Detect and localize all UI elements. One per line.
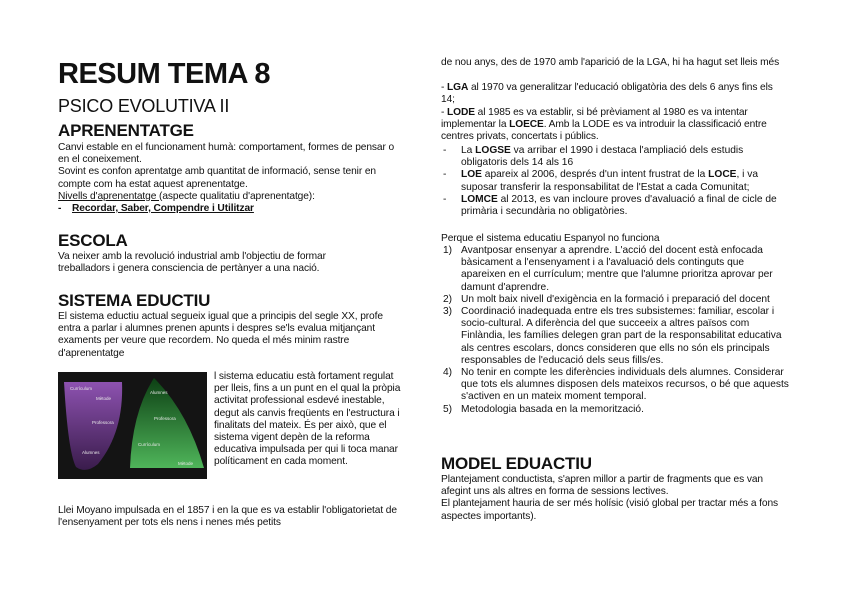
why-item-number: 1) xyxy=(443,245,453,256)
purple-triangle xyxy=(64,382,122,470)
why-item-text: Coordinació inadequada entre els tres subsistemes: familiar, escolar i socio-cultural. A diferència del que succeeix a altres països com Finlàndia, les famílies delegen gran part de la responsabilitat educativa als centres escolars, doncs consideren que ells no són els principals responsables de l'educació dels seus fills/es. xyxy=(461,306,782,366)
law-lode-name: LODE xyxy=(447,107,475,118)
page-title: RESUM TEMA 8 xyxy=(58,58,271,90)
moyano-text: Llei Moyano impulsada en el 1857 i en la que es va establir l'obligatorietat de l'ensenyament per tots els nens i nenes més petits xyxy=(58,505,397,529)
laws-list xyxy=(441,145,787,218)
laws-intro: de nou anys, des de 1970 amb l'aparició de la LGA, hi ha hagut set lleis més xyxy=(441,57,780,68)
why-item xyxy=(441,306,791,367)
heading-escola: ESCOLA xyxy=(58,231,128,250)
page-subtitle: PSICO EVOLUTIVA II xyxy=(58,96,230,116)
why-item xyxy=(441,367,791,404)
levels-note: (aspecte qualitatiu d'aprenentatge): xyxy=(159,190,315,202)
figure-label-6: Professora xyxy=(154,416,176,421)
bullet-dash: - xyxy=(58,203,62,214)
why-item-text: Avantposar ensenyar a aprendre. L'acció del docent està enfocada bàsicament a l'ensenyament i a l'avaluació dels continguts que apareixen en el currículum; mentre que l'alumne prioritza aprovar per damunt d'aprendre. xyxy=(461,245,773,293)
why-item-text: Un molt baix nivell d'exigència en la formació i preparació del docent xyxy=(461,293,770,305)
aprenentatge-definition xyxy=(58,142,403,203)
why-item-text: No tenir en compte les diferències individuals dels alumnes. Considerar que tots els alumnes disposen dels mateixos recursos, o bé que aquests s'activen en un mateix moment temporal. xyxy=(461,367,789,403)
why-item-number: 4) xyxy=(443,367,453,379)
heading-sistema: SISTEMA EDUCTIU xyxy=(58,291,211,310)
figure-label-7: Currículum xyxy=(138,442,161,447)
why-item-number: 3) xyxy=(443,306,453,318)
why-item xyxy=(441,245,791,294)
why-item xyxy=(441,294,791,306)
model-line1: Plantejament conductista, s'apren millor a partir de fragments que es van afegint uns als altres en forma de sessions lectives. xyxy=(441,474,763,498)
sistema-side-text: l sistema educatiu està fortament regulat per lleis, fins a un punt en el qual la pròpia activitat professional esdevé inestable, degut als canvis freqüents en l'estructura i finalitats del mateix. És per això, que el sistema vigent depèn de la reforma educativa impulsada per qui li toca manar políticament en cada moment. xyxy=(214,371,401,468)
law-lode: - LODE al 1985 es va establir, si bé prèviament al 1980 es va intentar implementar la LOECE. Amb la LODE es va introduir la classificació entre centres privats, concertats i públics. xyxy=(441,107,767,143)
sistema-text: El sistema eductiu actual segueix igual que a principis del segle XX, profe entra a parlar i alumnes prenen apunts i despres se'ls evalua mitjançant examents per veure que recordem. No queda el més minim rastre d'aprenentatge xyxy=(58,311,383,359)
why-item-number: 2) xyxy=(443,293,453,305)
why-intro: Perque el sistema educatiu Espanyol no funciona xyxy=(441,233,660,244)
figure-label-1: Currículum xyxy=(70,386,93,391)
law-lga-name: LGA xyxy=(447,82,469,93)
law-loece-name: LOECE xyxy=(509,119,544,131)
model-line2: El plantejament hauria de ser més holísic (visió global per tractar més a fons aspectes importants). xyxy=(441,498,779,522)
why-list xyxy=(441,245,791,416)
figure-label-2: Mètode xyxy=(96,396,112,401)
law-lga: - LGA al 1970 va generalitzar l'educació obligatòria des dels 6 anys fins els 14; xyxy=(441,82,773,106)
education-model-figure xyxy=(58,372,207,479)
heading-aprenentatge: APRENENTATGE xyxy=(58,121,194,140)
law-loe: - LOE apareix al 2006, després d'un intent frustrat de la LOCE, i va suposar transferir la responsabilitat de l'Estat a cada Comunitat; xyxy=(443,169,758,193)
levels-label: Nivells d'aprenentatge xyxy=(58,190,160,202)
aprenentatge-line1: Canvi estable en el funcionament humà: comportament, formes de pensar o en el coneixement. xyxy=(58,142,395,166)
why-item xyxy=(441,404,791,416)
why-item-number: 5) xyxy=(443,403,453,415)
levels-list: Recordar, Saber, Compendre i Utilitzar xyxy=(72,203,254,214)
heading-model: MODEL EDUACTIU xyxy=(441,454,592,473)
figure-label-3: Professora xyxy=(92,420,114,425)
model-text xyxy=(441,474,787,523)
figure-label-4: Alumnes xyxy=(82,450,100,455)
aprenentatge-line2: Sovint es confon aprentatge amb quantitat de informació, sense tenir en compte com ha estat aquest aprenentatge. xyxy=(58,166,376,190)
triangle-diagram xyxy=(58,372,207,479)
figure-label-8: Mètode xyxy=(178,461,194,466)
law-logse: - La LOGSE va arribar el 1990 i destaca l'ampliació dels estudis obligatoris dels 14 als 16 xyxy=(443,145,744,169)
law-lomce: - LOMCE al 2013, es van incloure proves d'avaluació a final de cicle de primària i secundària no obligatòries. xyxy=(443,193,777,218)
escola-text: Va neixer amb la revolució industrial amb l'objectiu de formar treballadors i genera consciencia de pertànyer a una nació. xyxy=(58,251,326,275)
levels-bullet xyxy=(58,203,403,215)
why-item-text: Metodologia basada en la memorització. xyxy=(461,403,644,415)
figure-label-5: Alumnes xyxy=(150,390,168,395)
